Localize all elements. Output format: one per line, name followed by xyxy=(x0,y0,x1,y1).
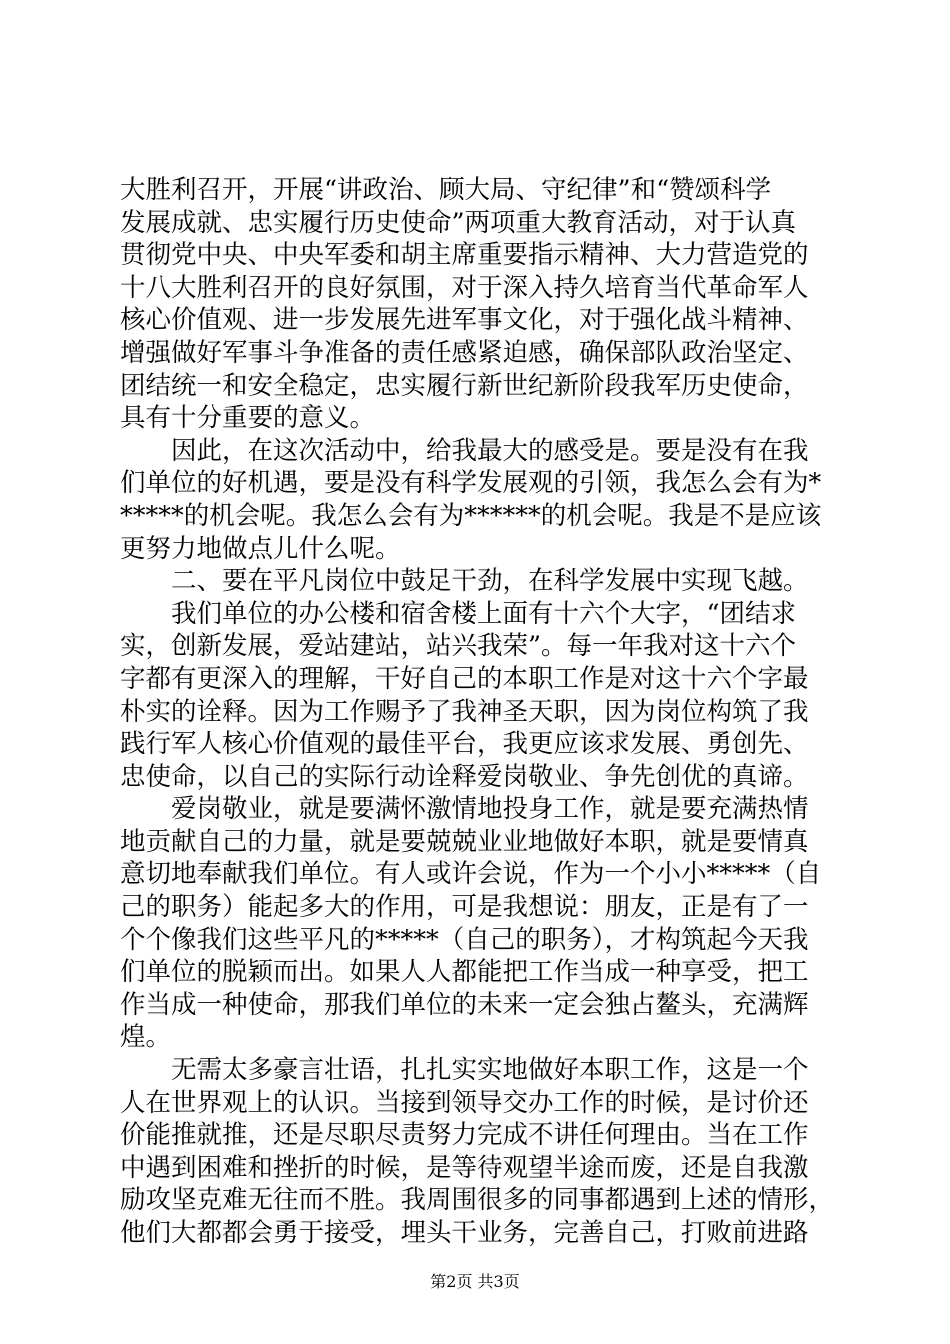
page-number-footer: 第2页 共3页 xyxy=(430,1272,520,1291)
text-line: 具有十分重要的意义。 xyxy=(120,403,376,434)
text-line: 无需太多豪言壮语，扎扎实实地做好本职工作，这是一个 xyxy=(120,1055,809,1086)
text-line: 践行军人核心价值观的最佳平台，我更应该求发展、勇创先、 xyxy=(120,729,809,760)
section-heading: 二、要在平凡岗位中鼓足干劲，在科学发展中实现飞越。 xyxy=(120,566,809,597)
text-line: 爱岗敬业，就是要满怀激情地投身工作，就是要充满热情 xyxy=(120,794,809,825)
body-text xyxy=(120,174,835,1250)
text-line: 实，创新发展，爱站建站，站兴我荣”。每一年我对这十六个 xyxy=(120,631,797,662)
text-line: 人在世界观上的认识。当接到领导交办工作的时候，是讨价还 xyxy=(120,1087,809,1118)
text-line: 因此，在这次活动中，给我最大的感受是。要是没有在我 xyxy=(120,435,809,466)
text-line: 增强做好军事斗争准备的责任感紧迫感，确保部队政治坚定、 xyxy=(120,337,809,368)
text-line: 己的职务）能起多大的作用，可是我想说：朋友，正是有了一 xyxy=(120,892,809,923)
text-line: 十八大胜利召开的良好氛围，对于深入持久培育当代革命军人 xyxy=(120,272,809,303)
text-line: 个个像我们这些平凡的*****（自己的职务），才构筑起今天我 xyxy=(120,924,809,955)
text-line: 贯彻党中央、中央军委和胡主席重要指示精神、大力营造党的 xyxy=(120,240,809,271)
text-line: 地贡献自己的力量，就是要兢兢业业地做好本职，就是要情真 xyxy=(120,826,809,857)
text-line: 字都有更深入的理解，干好自己的本职工作是对这十六个字最 xyxy=(120,663,809,694)
text-line: 中遇到困难和挫折的时候，是等待观望半途而废，还是自我激 xyxy=(120,1152,809,1183)
text-line: 忠使命，以自己的实际行动诠释爱岗敬业、争先创优的真谛。 xyxy=(120,761,809,792)
text-line: 价能推就推，还是尽职尽责努力完成不讲任何理由。当在工作 xyxy=(120,1120,809,1151)
text-line: 作当成一种使命，那我们单位的未来一定会独占鳌头，充满辉 xyxy=(120,989,809,1020)
text-line: 们单位的好机遇，要是没有科学发展观的引领，我怎么会有为* xyxy=(120,468,822,499)
text-line: 大胜利召开，开展“讲政治、顾大局、守纪律”和“赞颂科学 xyxy=(120,175,772,205)
text-line: 更努力地做点儿什么呢。 xyxy=(120,533,401,564)
text-line: *****的机会呢。我怎么会有为******的机会呢。我是不是应该 xyxy=(120,500,822,531)
text-line: 煌。 xyxy=(120,1022,172,1053)
text-line: 意切地奉献我们单位。有人或许会说，作为一个小小*****（自 xyxy=(120,859,822,890)
text-line: 他们大都都会勇于接受，埋头干业务，完善自己，打败前进路 xyxy=(120,1218,809,1248)
text-line: 我们单位的办公楼和宿舍楼上面有十六个大字，“团结求 xyxy=(120,598,797,629)
text-line: 励攻坚克难无往而不胜。我周围很多的同事都遇到上述的情形， xyxy=(120,1185,835,1216)
text-line: 核心价值观、进一步发展先进军事文化，对于强化战斗精神、 xyxy=(120,305,809,336)
text-line: 团结统一和安全稳定，忠实履行新世纪新阶段我军历史使命， xyxy=(120,370,809,401)
text-line: 们单位的脱颖而出。如果人人都能把工作当成一种享受，把工 xyxy=(120,957,809,988)
text-line: 朴实的诠释。因为工作赐予了我神圣天职，因为岗位构筑了我 xyxy=(120,696,809,727)
text-line: 发展成就、忠实履行历史使命”两项重大教育活动，对于认真 xyxy=(120,207,797,238)
